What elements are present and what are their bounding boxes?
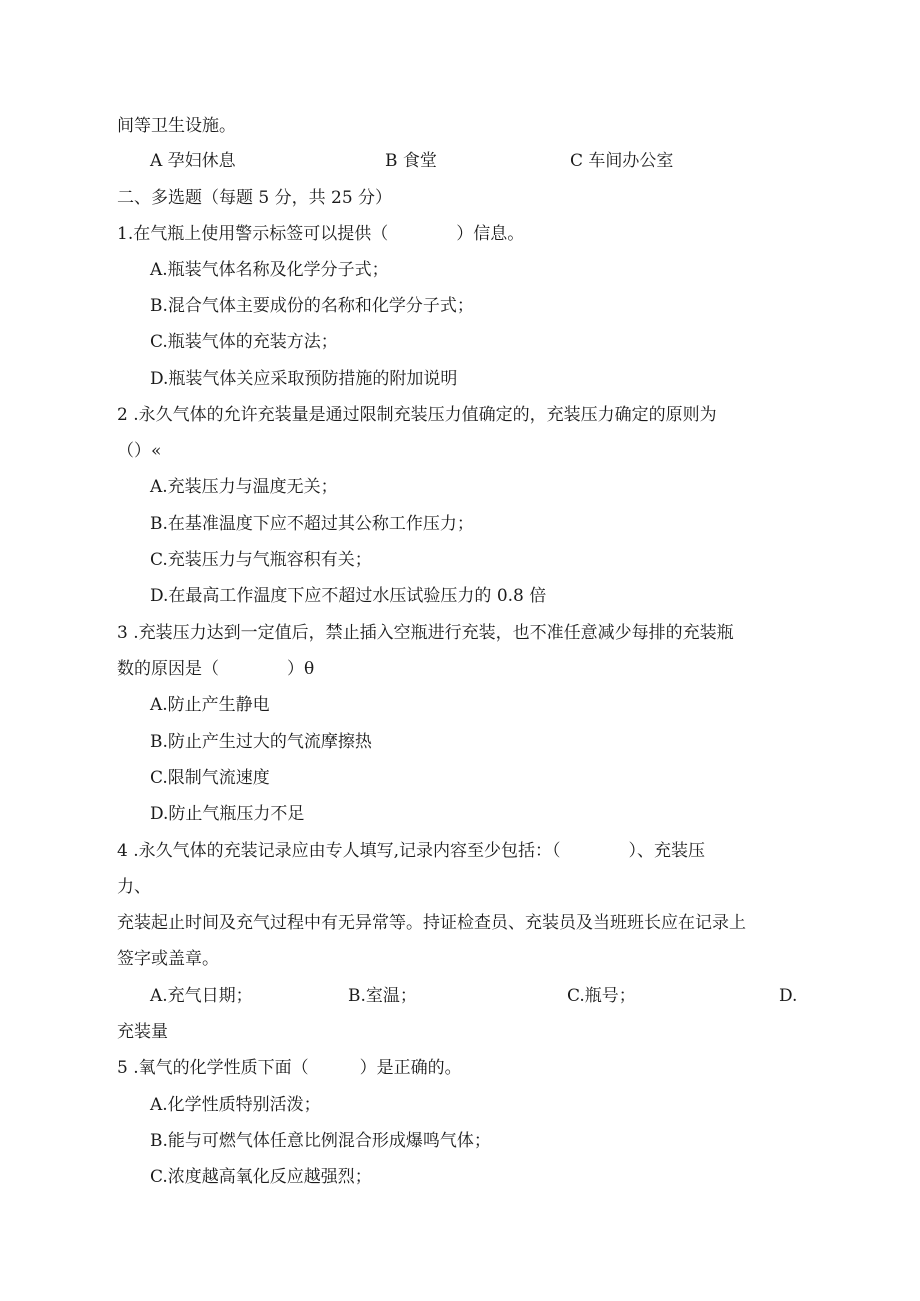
question-2-continued: （）« — [117, 441, 162, 461]
option-line: B.在基准温度下应不超过其公称工作压力； — [150, 514, 474, 534]
option-line: B.混合气体主要成份的名称和化学分子式； — [150, 296, 474, 316]
option-line: A.防止产生静电 — [150, 695, 270, 715]
option-d: D. — [779, 986, 798, 1006]
question-1: 1.在气瓶上使用警示标签可以提供（ ）信息。 — [117, 224, 525, 244]
question-3: 3 .充装压力达到一定值后，禁止插入空瓶进行充装，也不准任意减少每排的充装瓶 — [117, 623, 734, 643]
option-line: C.充装压力与气瓶容积有关； — [150, 550, 372, 570]
option-a: A.充气日期； — [150, 986, 253, 1006]
question-5: 5 .氧气的化学性质下面（ ）是正确的。 — [117, 1058, 462, 1078]
option-line: D.在最高工作温度下应不超过水压试验压力的 0.8 倍 — [150, 586, 547, 606]
option-b: B.室温； — [348, 986, 417, 1006]
option-a: A 孕妇休息 — [150, 151, 236, 171]
option-d-continued: 充装量 — [117, 1022, 168, 1042]
question-4: 4 .永久气体的充装记录应由专人填写,记录内容至少包括：（ ）、充装压 — [117, 841, 706, 861]
option-c: C.瓶号； — [567, 986, 636, 1006]
option-b: B 食堂 — [385, 151, 437, 171]
option-line: C.瓶装气体的充装方法； — [150, 332, 338, 352]
option-line: B.防止产生过大的气流摩擦热 — [150, 732, 372, 752]
question-4-continued: 力、 — [117, 877, 151, 897]
option-line: B.能与可燃气体任意比例混合形成爆鸣气体； — [150, 1131, 491, 1151]
option-line: A.充装压力与温度无关； — [150, 477, 338, 497]
question-2: 2 .永久气体的允许充装量是通过限制充装压力值确定的，充装压力确定的原则为 — [117, 405, 717, 425]
option-line: D.防止气瓶压力不足 — [150, 804, 305, 824]
option-line: C.限制气流速度 — [150, 768, 270, 788]
option-line: D.瓶装气体关应采取预防措施的附加说明 — [150, 369, 458, 389]
question-4-continued: 签字或盖章。 — [117, 949, 219, 969]
section-heading: 二、多选题（每题 5 分，共 25 分） — [117, 188, 393, 208]
option-line: A.化学性质特别活泼； — [150, 1095, 321, 1115]
question-3-continued: 数的原因是（ ）θ — [117, 659, 315, 679]
text-line: 间等卫生设施。 — [117, 116, 236, 136]
option-line: A.瓶装气体名称及化学分子式； — [150, 260, 389, 280]
option-c: C 车间办公室 — [570, 151, 674, 171]
option-line: C.浓度越高氧化反应越强烈； — [150, 1167, 372, 1187]
question-4-continued: 充装起止时间及充气过程中有无异常等。持证检查员、充装员及当班班长应在记录上 — [117, 913, 746, 933]
